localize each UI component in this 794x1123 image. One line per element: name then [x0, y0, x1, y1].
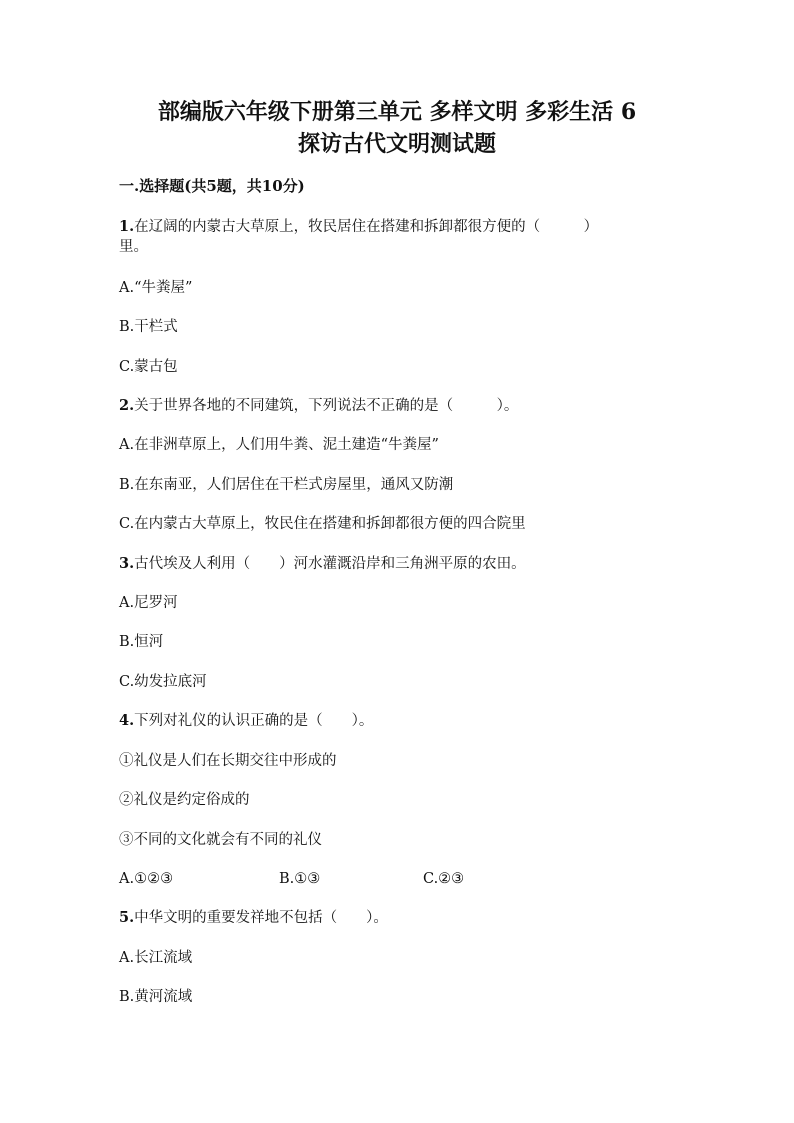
- q1-option-a: A.“牛粪屋”: [119, 280, 193, 296]
- title-line-2: 探访古代文明测试题: [297, 131, 496, 157]
- q1-option-c: C.蒙古包: [119, 359, 178, 375]
- q3-option-c: C.幼发拉底河: [119, 674, 207, 690]
- question-4: [119, 711, 373, 731]
- question-number: 5.: [119, 909, 135, 926]
- section-heading: 一.选择题(共5题，共10分): [119, 177, 305, 195]
- q4-options-row: [119, 869, 464, 889]
- q5-option-a: A.长江流域: [119, 950, 193, 966]
- question-2: [119, 396, 518, 416]
- question-1-text-cont: 里。: [119, 239, 148, 255]
- document-title: [70, 96, 724, 160]
- q3-option-a: A.尼罗河: [119, 595, 178, 611]
- question-number: 4.: [119, 712, 135, 729]
- q3-option-b: B.恒河: [119, 634, 164, 650]
- question-text: 关于世界各地的不同建筑，下列说法不正确的是（ ）。: [134, 398, 519, 414]
- question-text: 在辽阔的内蒙古大草原上，牧民居住在搭建和拆卸都很方便的（ ）: [134, 219, 599, 235]
- question-text: 中华文明的重要发祥地不包括（ ）。: [134, 910, 388, 926]
- q2-option-a: A.在非洲草原上，人们用牛粪、泥土建造“牛粪屋”: [119, 437, 439, 453]
- question-number: 2.: [119, 397, 135, 414]
- question-5: [119, 908, 388, 928]
- question-number: 1.: [119, 218, 135, 235]
- question-number: 3.: [119, 555, 135, 572]
- q4-statement-3: ③不同的文化就会有不同的礼仪: [119, 832, 322, 848]
- title-line-1: 部编版六年级下册第三单元 多样文明 多彩生活 6: [157, 99, 637, 125]
- q4-statement-2: ②礼仪是约定俗成的: [119, 792, 250, 808]
- q2-option-b: B.在东南亚，人们居住在干栏式房屋里，通风又防潮: [119, 477, 454, 493]
- q1-option-b: B.干栏式: [119, 319, 178, 335]
- question-3: [119, 554, 526, 574]
- q4-option-a: A.①②③: [119, 871, 174, 887]
- q2-option-c: C.在内蒙古大草原上，牧民住在搭建和拆卸都很方便的四合院里: [119, 516, 526, 532]
- q4-option-b: B.①③: [279, 871, 321, 887]
- question-1: [119, 217, 598, 237]
- q4-statement-1: ①礼仪是人们在长期交往中形成的: [119, 753, 337, 769]
- question-text: 下列对礼仪的认识正确的是（ ）。: [134, 713, 374, 729]
- q4-option-c: C.②③: [423, 871, 465, 887]
- question-text: 古代埃及人利用（ ）河水灌溉沿岸和三角洲平原的农田。: [134, 556, 526, 572]
- q5-option-b: B.黄河流域: [119, 989, 193, 1005]
